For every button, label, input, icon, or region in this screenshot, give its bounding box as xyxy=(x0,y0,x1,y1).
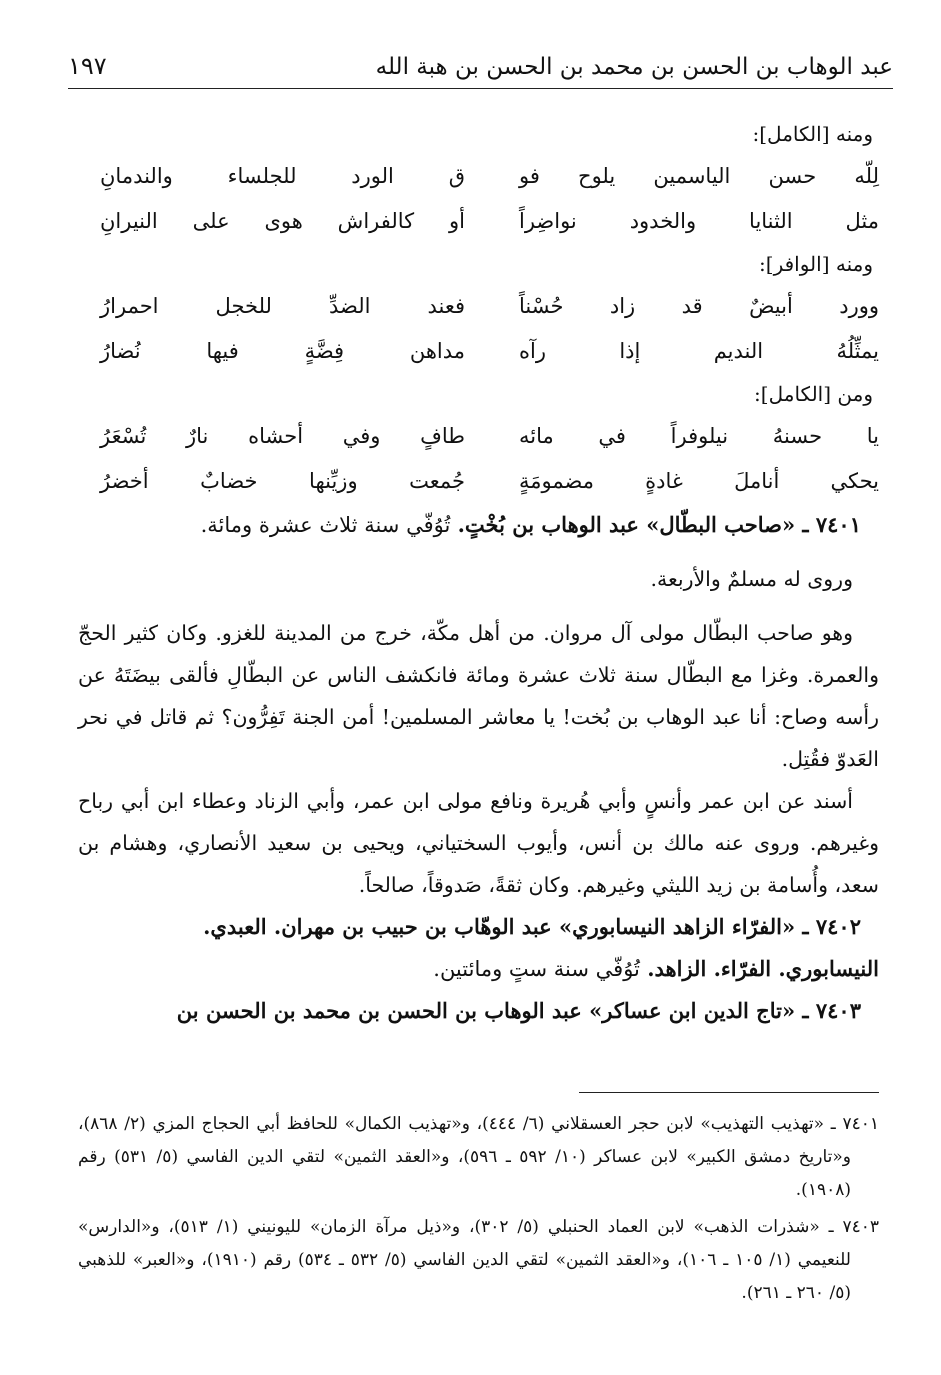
verse xyxy=(78,414,879,459)
hemistich-first: يا حسنهُ نيلوفراً في مائه xyxy=(519,424,879,448)
hemistich-second: فعند الضدِّ للخجل احمرارُ xyxy=(100,294,465,318)
footnotes xyxy=(78,1108,879,1314)
entry-title-cont: النيسابوري. الفرّاء. الزاهد. xyxy=(647,956,879,981)
entry-title: ٧٤٠٣ ـ «تاج الدين ابن عساكر» عبد الوهاب بن الحسن بن محمد بن الحسن بن xyxy=(176,998,861,1023)
spacer xyxy=(78,600,879,612)
page-number: ١٩٧ xyxy=(68,52,107,80)
hemistich-first: يمثِّلُهُ النديم إذا رآه xyxy=(519,339,879,363)
verse xyxy=(78,199,879,244)
entry-heading-7403 xyxy=(78,990,879,1032)
entry-title: ٧٤٠٢ ـ «الفرّاء الزاهد النيسابوري» عبد الوهّاب بن حبيب بن مهران. العبدي. xyxy=(203,914,861,939)
hemistich-second: أو كالفراش هوى على النيرانِ xyxy=(100,209,465,233)
entry-heading-7401 xyxy=(78,504,879,546)
entry-death: تُوُفّي سنة ثلاث عشرة ومائة. xyxy=(200,513,451,537)
hemistich-second: طافٍ وفي أحشاه نارٌ تُسْعَرُ xyxy=(100,424,465,448)
poem-intro: ومن [الكامل]: xyxy=(754,382,873,406)
hemistich-second: مداهن فِضَّةٍ فيها نُضارُ xyxy=(100,339,465,363)
poem xyxy=(78,244,879,374)
poem-intro: ومنه [الوافر]: xyxy=(759,252,873,276)
entry-death: تُوُفّي سنة ستٍ ومائتين. xyxy=(433,957,640,981)
hemistich-first: مثل الثنايا والخدود نواضِراً xyxy=(519,209,879,233)
running-title: عبد الوهاب بن الحسن بن محمد بن الحسن بن هبة الله xyxy=(375,54,893,80)
hemistich-first: وورد أبيضٌ قد زاد حُسْناً xyxy=(519,294,879,318)
hemistich-second: جُمعت وزيِّنها خضابٌ أخضرُ xyxy=(100,469,465,493)
footnote-divider xyxy=(579,1092,879,1093)
entry-paragraph: وروى له مسلمٌ والأربعة. xyxy=(650,567,853,591)
poem xyxy=(78,374,879,504)
footnote: ٧٤٠٣ ـ «شذرات الذهب» لابن العماد الحنبلي (٥/ ٣٠٢)، و«ذيل مرآة الزمان» لليونيني (١/ ٥١٣)، و«الدارس» للنعيمي (١/ ١٠٥ ـ ١٠٦)، و«العقد الثمين» لتقي الدين الفاسي (٥/ ٥٣٢ ـ ٥٣٤) رقم (١٩١٠)، و«العبر» للذهبي (٥/ ٢٦٠ ـ ٢٦١). xyxy=(78,1217,880,1303)
verse xyxy=(78,459,879,504)
spacer xyxy=(78,546,879,558)
footnote: ٧٤٠١ ـ «تهذيب التهذيب» لابن حجر العسقلاني (٦/ ٤٤٤)، و«تهذيب الكمال» للحافظ أبي الحجاج المزي (٢/ ٨٦٨)، و«تاريخ دمشق الكبير» لابن عساكر (١٠/ ٥٩٢ ـ ٥٩٦)، و«العقد الثمين» لتقي الدين الفاسي (٥/ ٥٣١) رقم (١٩٠٨). xyxy=(78,1114,879,1200)
entry-paragraph: وهو صاحب البطّال مولى آل مروان. من أهل مكّة، خرج من المدينة للغزو. وكان كثير الحجّ والعمرة. وغزا مع البطّال سنة ثلاث عشرة ومائة فانكشف الناس عن البطّالِ فألقى بيضَتَهُ عن رأسه وصاح: أنا عبد الوهاب بن بُخت! يا معاشر المسلمين! أمن الجنة تَفِرُّون؟ ثم قاتل في نحر العَدوّ فقُتِل. xyxy=(78,621,879,771)
poem xyxy=(78,114,879,244)
hemistich-second: ق الورد للجلساء والندمانِ xyxy=(100,164,465,188)
verse xyxy=(78,154,879,199)
verse xyxy=(78,284,879,329)
page-header xyxy=(68,38,893,89)
poem-intro: ومنه [الكامل]: xyxy=(752,122,873,146)
entry-paragraph: أسند عن ابن عمر وأنسٍ وأبي هُريرة ونافع مولى ابن عمر، وأبي الزناد وعطاء ابن أبي رباح وغيرهم. وروى عنه مالك بن أنس، وأيوب السختياني، ويحيى بن سعيد الأنصاري، وهشام بن سعد، وأُسامة بن زيد الليثي وغيرهم. وكان ثقةً، صَدوقاً، صالحاً. xyxy=(78,789,879,897)
main-text xyxy=(78,114,879,1032)
hemistich-first: يحكي أناملَ غادةٍ مضمومَةٍ xyxy=(519,469,879,493)
verse xyxy=(78,329,879,374)
entry-heading-continuation xyxy=(78,948,879,990)
entry-heading-7402 xyxy=(78,906,879,948)
entry-title: ٧٤٠١ ـ «صاحب البطّال» عبد الوهاب بن بُخْتٍ. xyxy=(457,512,861,537)
hemistich-first: لِلّه حسن الياسمين يلوح فو xyxy=(519,164,879,188)
